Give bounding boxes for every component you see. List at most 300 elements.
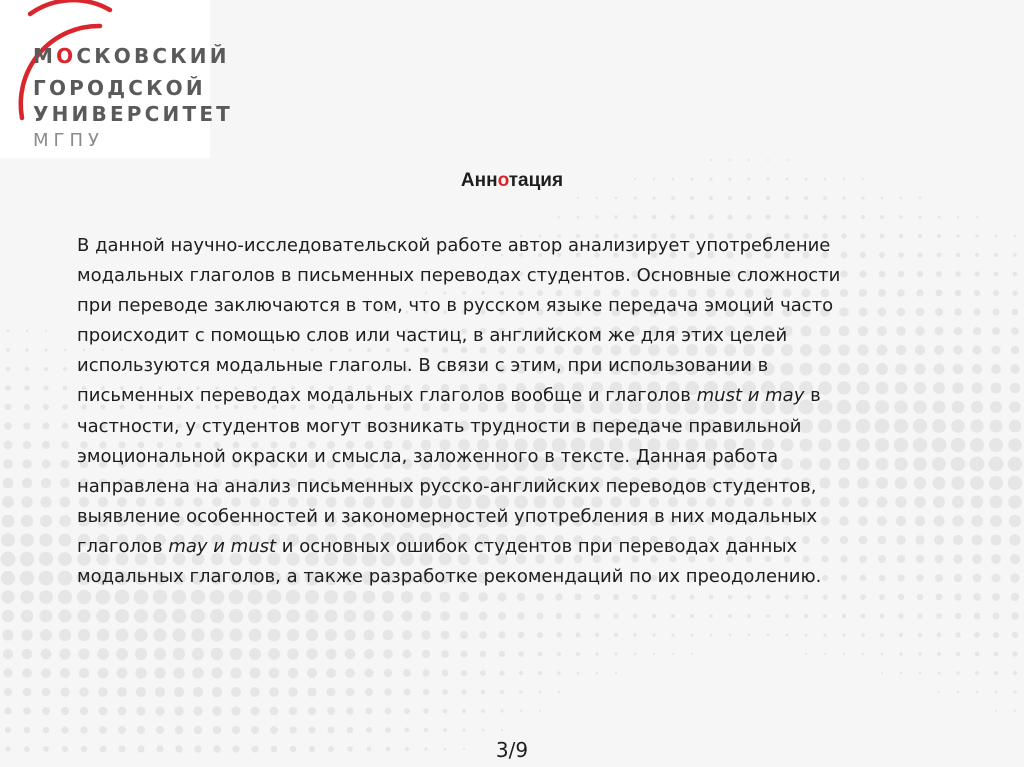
background-dot [748, 634, 751, 637]
background-dot [974, 613, 981, 620]
background-dot [42, 422, 49, 429]
background-dot [595, 652, 599, 656]
title-text: Анн [460, 170, 498, 191]
background-dot [4, 707, 11, 714]
background-dot [4, 441, 13, 450]
background-dot [614, 633, 618, 637]
background-dot [60, 497, 71, 508]
background-dot [134, 609, 148, 623]
background-dot [481, 690, 486, 695]
background-dot [1014, 710, 1016, 712]
background-dot [1012, 651, 1017, 656]
background-dot [480, 651, 487, 658]
background-dot [62, 404, 68, 410]
background-dot [651, 594, 656, 599]
background-dot [709, 595, 714, 600]
background-dot [41, 649, 52, 660]
background-dot [479, 631, 487, 639]
background-dot [384, 669, 393, 678]
paragraph-line: В данной научно-исследовательской работе автор анализирует употребление [77, 235, 831, 256]
background-dot [881, 653, 884, 656]
background-dot [557, 671, 560, 674]
background-dot [992, 593, 1000, 601]
background-dot [880, 215, 884, 219]
background-dot [497, 592, 506, 601]
background-dot [670, 594, 675, 599]
background-dot [652, 196, 656, 200]
background-dot [1011, 327, 1019, 335]
background-dot [229, 628, 242, 641]
background-dot [710, 634, 713, 637]
background-dot [41, 668, 51, 678]
background-dot [44, 348, 47, 351]
background-dot [991, 535, 1002, 546]
background-dot [691, 653, 693, 655]
background-dot [615, 672, 617, 674]
background-dot [405, 728, 410, 733]
background-dot [994, 652, 999, 657]
background-dot [363, 591, 376, 604]
background-dot [995, 235, 998, 238]
background-dot [479, 612, 488, 621]
background-dot [327, 688, 336, 697]
background-dot [653, 653, 655, 655]
background-dot [328, 727, 335, 734]
background-dot [5, 404, 12, 411]
background-dot [172, 609, 186, 623]
paragraph-line [77, 381, 977, 411]
background-dot [251, 726, 259, 734]
background-dot [1, 590, 14, 603]
background-dot [918, 652, 922, 656]
background-dot [21, 610, 34, 623]
background-dot [42, 441, 50, 449]
background-dot [577, 216, 580, 219]
background-dot [1009, 534, 1020, 545]
background-dot [459, 611, 468, 620]
background-dot [767, 634, 770, 637]
background-dot [383, 630, 394, 641]
background-dot [288, 687, 298, 697]
background-dot [785, 614, 789, 618]
background-dot [23, 707, 31, 715]
background-dot [539, 691, 542, 694]
background-dot [992, 327, 1000, 335]
background-dot [286, 609, 300, 623]
background-dot [154, 648, 166, 660]
background-dot [404, 708, 410, 714]
background-dot [118, 707, 127, 716]
background-dot [136, 706, 145, 715]
background-dot [343, 590, 357, 604]
background-dot [842, 215, 847, 220]
background-dot [613, 613, 618, 618]
background-dot [652, 633, 655, 636]
background-dot [212, 706, 221, 715]
background-dot [938, 691, 940, 693]
background-dot [633, 614, 638, 619]
background-dot [518, 651, 524, 657]
paragraph-line: модальных глаголов, а также разработке рекомендаций по их преодолению. [77, 566, 822, 588]
background-dot [287, 629, 300, 642]
background-dot [957, 216, 960, 219]
background-dot [767, 159, 769, 161]
background-dot [575, 613, 581, 619]
background-dot [499, 651, 505, 657]
background-dot [308, 726, 315, 733]
background-dot [4, 688, 12, 696]
background-dot [211, 667, 222, 678]
background-dot [461, 689, 466, 694]
background-dot [59, 534, 72, 547]
background-dot [880, 633, 884, 637]
background-dot [498, 631, 505, 638]
background-dot [862, 653, 865, 656]
background-dot [250, 687, 260, 697]
background-dot [919, 197, 921, 199]
background-dot [365, 688, 373, 696]
background-dot [990, 420, 1003, 433]
background-dot [326, 649, 337, 660]
background-dot [804, 215, 809, 220]
line-text: в [804, 385, 821, 407]
background-dot [558, 216, 561, 219]
background-dot [995, 691, 998, 694]
background-dot [786, 159, 788, 161]
background-dot [5, 385, 11, 391]
background-dot [156, 726, 164, 734]
background-dot [347, 727, 354, 734]
logo-line-mgpu: МГПУ [33, 130, 105, 151]
background-dot [765, 214, 770, 219]
background-dot [917, 594, 924, 601]
background-dot [421, 630, 430, 639]
background-dot [804, 595, 809, 600]
background-dot [153, 628, 166, 641]
background-dot [993, 309, 1000, 316]
background-dot [992, 574, 1001, 583]
background-dot [443, 709, 448, 714]
background-dot [786, 634, 789, 637]
background-dot [59, 629, 71, 641]
paragraph-line: используются модальные глаголы. В связи с этим, при использовании в [77, 355, 769, 377]
logo-accent-letter: О [56, 44, 77, 68]
background-dot [991, 554, 1001, 564]
background-dot [1009, 420, 1022, 433]
background-dot [59, 515, 71, 527]
background-dot [174, 687, 184, 697]
background-dot [596, 672, 599, 675]
background-dot [251, 707, 260, 716]
background-dot [989, 438, 1003, 452]
paragraph-line: модальных глаголов в письменных переводах студентов. Основные сложности [77, 265, 841, 287]
background-dot [938, 216, 941, 219]
background-dot [990, 496, 1003, 509]
background-dot [861, 215, 865, 219]
background-dot [403, 650, 412, 659]
background-dot [288, 668, 299, 679]
background-dot [308, 707, 316, 715]
background-dot [898, 594, 904, 600]
background-dot [481, 709, 485, 713]
background-dot [576, 652, 580, 656]
background-dot [58, 590, 72, 604]
background-dot [1008, 476, 1022, 490]
paragraph-line: частности, у студентов могут возникать трудности в передаче правильной [77, 415, 802, 437]
background-dot [899, 633, 903, 637]
background-dot [500, 709, 503, 712]
background-dot [420, 591, 431, 602]
background-dot [43, 404, 49, 410]
background-dot [900, 672, 902, 674]
background-dot [175, 726, 183, 734]
background-dot [691, 634, 694, 637]
background-dot [575, 594, 582, 601]
background-dot [460, 631, 468, 639]
background-dot [173, 648, 185, 660]
background-dot [172, 628, 185, 641]
background-dot [270, 726, 278, 734]
background-dot [538, 652, 543, 657]
logo-text: СКОВСКИЙ [76, 44, 230, 68]
background-dot [992, 346, 1001, 355]
background-dot [289, 726, 297, 734]
background-dot [634, 653, 637, 656]
background-dot [24, 727, 31, 734]
background-dot [192, 648, 204, 660]
background-dot [213, 726, 221, 734]
background-dot [60, 668, 70, 678]
background-dot [193, 706, 202, 715]
background-dot [3, 649, 13, 659]
background-dot [80, 707, 88, 715]
background-dot [860, 594, 866, 600]
background-dot [364, 649, 374, 659]
background-dot [63, 367, 67, 371]
background-dot [441, 650, 449, 658]
background-dot [61, 707, 69, 715]
background-dot [1008, 438, 1022, 452]
background-dot [595, 633, 600, 638]
background-dot [116, 629, 129, 642]
background-dot [709, 196, 713, 200]
background-dot [576, 633, 581, 638]
background-dot [6, 348, 10, 352]
background-dot [1011, 593, 1019, 601]
background-dot [690, 215, 695, 220]
background-dot [20, 590, 34, 604]
background-dot [423, 708, 428, 713]
background-dot [443, 728, 447, 732]
background-dot [785, 595, 790, 600]
background-dot [117, 687, 127, 697]
paragraph-line: при переводе заключаются в том, что в русском языке передача эмоций часто [77, 295, 834, 317]
background-dot [1010, 383, 1021, 394]
background-dot [975, 671, 979, 675]
background-dot [989, 476, 1003, 490]
background-dot [20, 571, 35, 586]
background-dot [20, 533, 33, 546]
background-dot [1008, 495, 1021, 508]
background-dot [230, 648, 242, 660]
background-dot [652, 614, 656, 618]
background-dot [577, 672, 580, 675]
background-dot [842, 614, 846, 618]
background-dot [613, 594, 619, 600]
background-dot [937, 633, 942, 638]
background-dot [401, 591, 413, 603]
background-dot [539, 710, 541, 712]
background-dot [249, 629, 262, 642]
background-dot [615, 197, 618, 200]
background-dot [975, 652, 980, 657]
background-dot [556, 632, 561, 637]
background-dot [421, 611, 431, 621]
background-dot [21, 496, 32, 507]
background-dot [918, 215, 921, 218]
background-dot [99, 726, 107, 734]
background-dot [652, 215, 657, 220]
background-dot [99, 707, 108, 716]
background-dot [766, 595, 771, 600]
background-dot [729, 159, 731, 161]
background-dot [4, 422, 12, 430]
paragraph-line: эмоциональной окраски и смысла, заложенного в тексте. Данная работа [77, 445, 779, 467]
background-dot [461, 670, 467, 676]
background-dot [861, 614, 866, 619]
background-dot [577, 197, 579, 199]
background-dot [1013, 253, 1017, 257]
background-dot [956, 671, 959, 674]
background-dot [306, 629, 318, 641]
background-dot [26, 330, 28, 332]
background-dot [1013, 272, 1018, 277]
background-dot [936, 594, 943, 601]
background-dot [957, 691, 959, 693]
background-dot [58, 571, 73, 586]
background-dot [440, 611, 450, 621]
background-dot [40, 496, 51, 507]
background-dot [766, 196, 770, 200]
paragraph-line: выявление особенностей и закономерностей употребления в них модальных [77, 505, 818, 527]
background-dot [462, 728, 465, 731]
background-dot [346, 688, 355, 697]
background-dot [59, 648, 70, 659]
background-dot [993, 290, 999, 296]
background-dot [211, 648, 223, 660]
title-accent-letter: о [497, 170, 509, 191]
background-dot [248, 609, 262, 623]
background-dot [671, 633, 674, 636]
background-dot [153, 609, 167, 623]
background-dot [44, 367, 48, 371]
background-dot [6, 367, 11, 372]
background-dot [365, 669, 374, 678]
background-dot [805, 653, 807, 655]
background-dot [384, 688, 392, 696]
background-dot [459, 592, 469, 602]
paragraph-line [77, 532, 977, 562]
background-dot [823, 196, 827, 200]
background-dot [442, 670, 449, 677]
background-dot [976, 691, 979, 694]
background-dot [1009, 401, 1021, 413]
background-dot [39, 552, 53, 566]
background-dot [690, 595, 695, 600]
background-dot [462, 709, 466, 713]
background-dot [517, 612, 525, 620]
background-dot [40, 515, 52, 527]
background-dot [881, 197, 884, 200]
background-dot [899, 652, 902, 655]
background-dot [79, 668, 89, 678]
background-dot [289, 707, 298, 716]
background-dot [96, 609, 110, 623]
background-dot [1008, 457, 1023, 472]
background-dot [729, 634, 732, 637]
background-dot [1011, 612, 1018, 619]
background-dot [41, 478, 51, 488]
background-dot [232, 726, 240, 734]
background-dot [193, 687, 203, 697]
background-dot [22, 459, 31, 468]
background-dot [993, 632, 999, 638]
background-dot [555, 593, 562, 600]
background-dot [58, 552, 72, 566]
background-dot [80, 726, 87, 733]
background-dot [976, 216, 978, 218]
background-dot [728, 196, 732, 200]
background-dot [842, 633, 845, 636]
background-dot [117, 668, 128, 679]
background-dot [480, 670, 486, 676]
background-dot [382, 610, 394, 622]
background-dot [3, 668, 12, 677]
background-dot [1011, 346, 1020, 355]
background-dot [385, 708, 392, 715]
background-dot [728, 614, 732, 618]
background-dot [842, 196, 846, 200]
background-dot [710, 159, 712, 161]
background-dot [115, 609, 129, 623]
logo-line-gorodskoy: ГОРОДСКОЙ [33, 76, 206, 100]
background-dot [501, 729, 503, 731]
background-dot [22, 668, 32, 678]
background-dot [823, 633, 826, 636]
background-dot [174, 706, 183, 715]
background-dot [955, 613, 961, 619]
background-dot [327, 707, 335, 715]
background-dot [325, 610, 338, 623]
background-dot [212, 687, 222, 697]
background-dot [441, 631, 450, 640]
background-dot [402, 611, 413, 622]
background-dot [118, 726, 126, 734]
background-dot [78, 629, 90, 641]
line-text: глаголов [77, 535, 169, 557]
background-dot [672, 653, 674, 655]
background-dot [1013, 690, 1016, 693]
background-dot [822, 594, 827, 599]
background-dot [231, 706, 240, 715]
background-dot [23, 422, 30, 429]
background-dot [440, 592, 451, 603]
background-dot [22, 649, 33, 660]
background-dot [3, 459, 13, 469]
background-dot [557, 652, 561, 656]
background-dot [1010, 554, 1020, 564]
background-dot [1, 533, 15, 547]
